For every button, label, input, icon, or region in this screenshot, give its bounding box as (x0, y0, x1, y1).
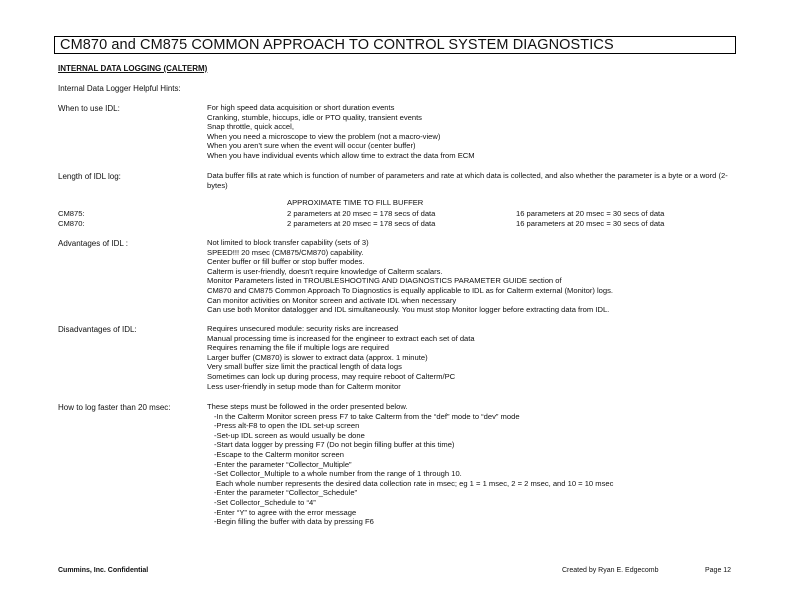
step-item: -Enter the parameter “Collector_Multiple” (214, 459, 352, 469)
disadvantages-block (207, 324, 747, 391)
length-of-log-text: Data buffer fills at rate which is function of number of parameters and rate at which data is collected, and also whether the parameter is a byte or a word (2-bytes) (207, 171, 728, 190)
list-item: When you aren't sure when the event will occur (center buffer) (207, 141, 416, 151)
approx-time-heading: APPROXIMATE TIME TO FILL BUFFER (287, 198, 424, 207)
step-item: -Set Collector_Multiple to a whole number from the range of 1 through 10. (214, 469, 462, 479)
faster-block (207, 402, 747, 527)
advantages-label: Advantages of IDL : (58, 239, 128, 248)
step-item: -Enter the parameter “Collector_Schedule” (214, 488, 358, 498)
list-item: Requires unsecured module: security risks are increased (207, 324, 399, 333)
disadvantages-label: Disadvantages of IDL: (58, 325, 137, 334)
step-item: -Set Collector_Schedule to “4” (214, 497, 316, 507)
list-item: SPEED!!! 20 msec (CM875/CM870) capability. (207, 247, 364, 257)
step-item: Each whole number represents the desired data collection rate in msec; eg 1 = 1 msec, 2 = 2 msec, and 10 = 10 msec (216, 478, 614, 488)
list-item: Not limited to block transfer capability (sets of 3) (207, 238, 369, 247)
page-title: CM870 and CM875 COMMON APPROACH TO CONTROL SYSTEM DIAGNOSTICS (60, 37, 614, 53)
list-item: Center buffer or fill buffer or stop buffer modes. (207, 257, 365, 267)
hints-label: Internal Data Logger Helpful Hints: (58, 84, 181, 93)
list-item: When you need a microscope to view the problem (not a macro-view) (207, 131, 441, 141)
advantages-block (207, 238, 747, 315)
list-item: When you have individual events which allow time to extract the data from ECM (207, 150, 475, 160)
list-item: Can monitor activities on Monitor screen and activate IDL when necessary (207, 295, 457, 305)
approx-row-col1: 2 parameters at 20 msec = 178 secs of data (287, 219, 436, 228)
approx-row-col1: 2 parameters at 20 msec = 178 secs of data (287, 209, 436, 218)
step-item: -Set-up IDL screen as would usually be done (214, 430, 365, 440)
length-of-log-label: Length of IDL log: (58, 172, 121, 181)
list-item: Manual processing time is increased for the engineer to extract each set of data (207, 333, 475, 343)
list-item: Larger buffer (CM870) is slower to extract data (approx. 1 minute) (207, 352, 428, 362)
footer-page-number: Page 12 (705, 567, 732, 574)
when-to-use-block (207, 103, 747, 161)
list-item: Very small buffer size limit the practical length of data logs (207, 362, 402, 372)
approx-row-col2: 16 parameters at 20 msec = 30 secs of data (516, 219, 665, 228)
list-item: Can use both Monitor datalogger and IDL simultaneously. You must stop Monitor logger before extracting data from IDL. (207, 305, 610, 315)
approx-row-col2: 16 parameters at 20 msec = 30 secs of data (516, 209, 665, 218)
step-item: -In the Calterm Monitor screen press F7 to take Calterm from the “def” mode to “dev” mode (214, 411, 520, 421)
list-item: Cranking, stumble, hiccups, idle or PTO quality, transient events (207, 112, 422, 122)
list-item: Snap throttle, quick accel, (207, 122, 294, 132)
list-item: Calterm is user-friendly, doesn't require knowledge of Calterm scalars. (207, 266, 443, 276)
title-box (54, 36, 736, 54)
approx-row-label: CM870: (58, 219, 85, 228)
when-to-use-label: When to use IDL: (58, 104, 120, 113)
faster-intro: These steps must be followed in the order presented below. (207, 402, 408, 411)
step-item: -Escape to the Calterm monitor screen (214, 449, 344, 459)
list-item: CM870 and CM875 Common Approach To Diagnostics is equally applicable to IDL as for Calterm external (Monitor) logs. (207, 285, 614, 295)
approx-row-label: CM875: (58, 209, 85, 218)
step-item: -Enter “Y” to agree with the error message (214, 507, 357, 517)
list-item: For high speed data acquisition or short duration events (207, 103, 395, 112)
list-item: Requires renaming the file if multiple logs are required (207, 343, 389, 353)
section-heading: INTERNAL DATA LOGGING (CALTERM) (58, 64, 208, 73)
list-item: Less user-friendly in setup mode than for Calterm monitor (207, 381, 401, 391)
step-item: -Press alt-F8 to open the IDL set-up screen (214, 421, 360, 431)
list-item: Monitor Parameters listed in TROUBLESHOOTING AND DIAGNOSTICS PARAMETER GUIDE section of (207, 276, 562, 286)
faster-label: How to log faster than 20 msec: (58, 403, 171, 412)
footer-author: Created by Ryan E. Edgecomb (562, 567, 659, 574)
footer-confidential: Cummins, Inc. Confidential (58, 567, 149, 574)
step-item: -Begin filling the buffer with data by pressing F6 (214, 517, 374, 527)
list-item: Sometimes can lock up during process, may require reboot of Calterm/PC (207, 371, 456, 381)
step-item: -Start data logger by pressing F7 (Do not begin filling buffer at this time) (214, 440, 455, 450)
